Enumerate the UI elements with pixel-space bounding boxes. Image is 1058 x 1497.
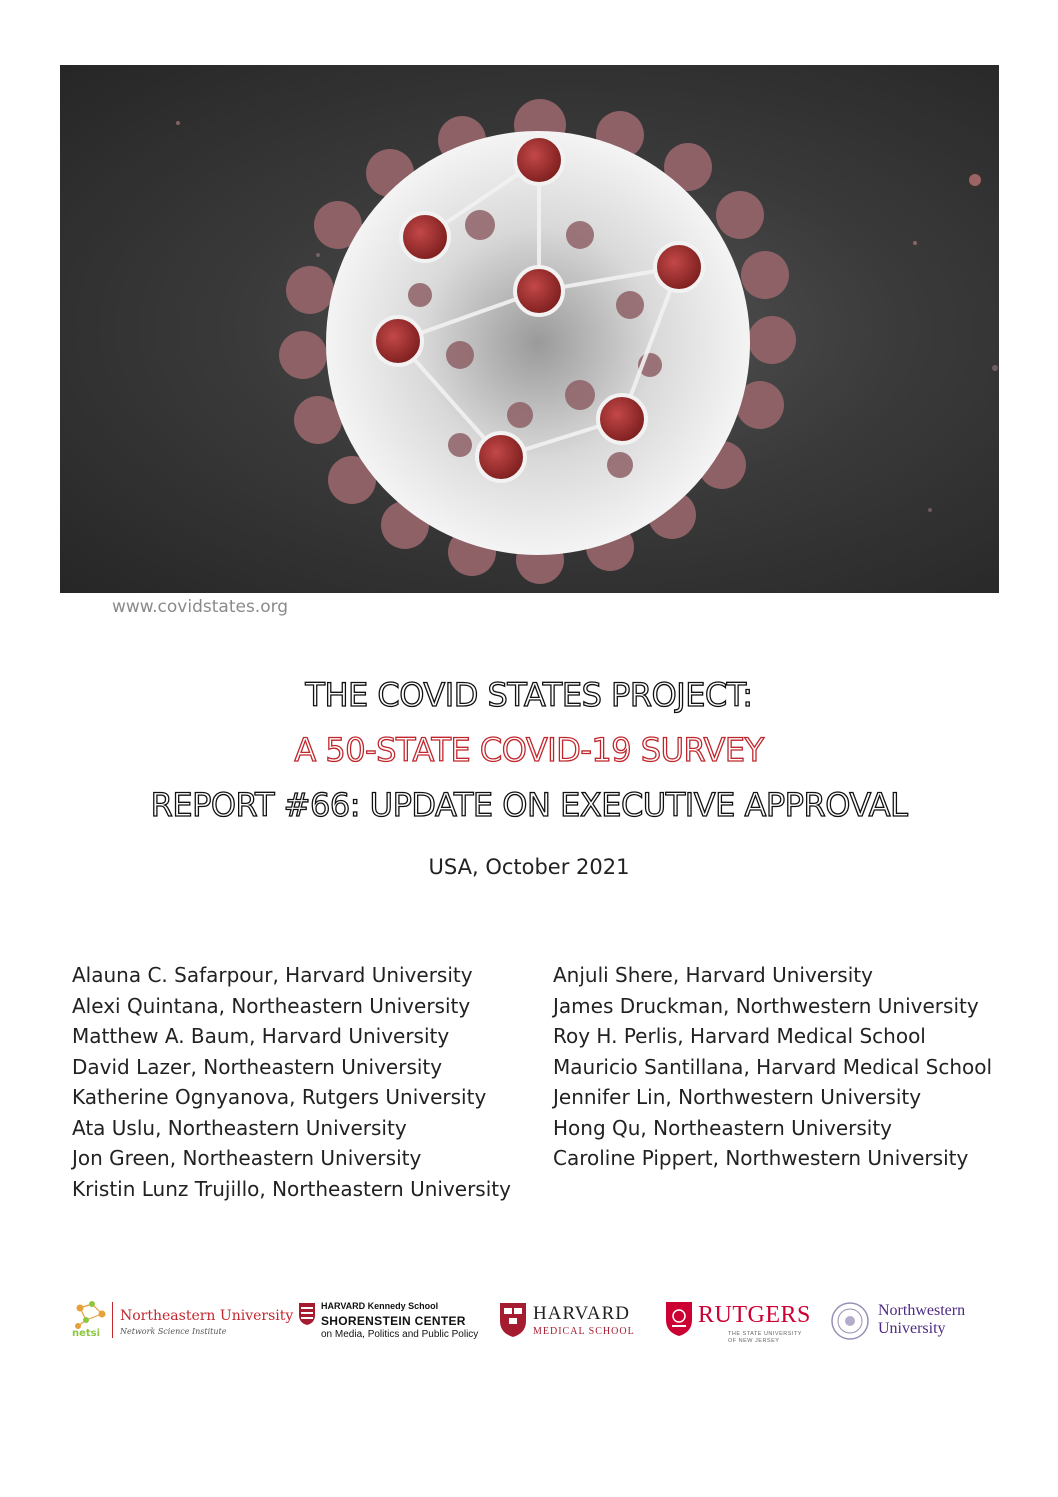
author-item: David Lazer, Northeastern University <box>72 1054 443 1079</box>
shorenstein-logo <box>297 1298 487 1346</box>
author-item: James Druckman, Northwestern University <box>553 993 979 1018</box>
author-item: Katherine Ognyanova, Rutgers University <box>72 1085 487 1109</box>
rutgers-subtitle-1: THE STATE UNIVERSITY <box>728 1331 802 1337</box>
rutgers-name: RUTGERS <box>698 1302 811 1328</box>
northwestern-name-line1: Northwestern <box>878 1302 966 1319</box>
author-item: Alexi Quintana, Northeastern University <box>72 993 471 1018</box>
virus-network-icon <box>60 65 999 593</box>
shorenstein-subtitle: on Media, Politics and Public Policy <box>321 1329 479 1340</box>
authors-right-column <box>553 960 992 1174</box>
partner-logos <box>70 1298 1000 1348</box>
report-title <box>0 668 1058 833</box>
author-item: Roy H. Perlis, Harvard Medical School <box>553 1024 926 1048</box>
title-line-1: THE COVID STATES PROJECT: <box>305 676 753 714</box>
rutgers-logo <box>666 1298 816 1346</box>
hms-subtitle: MEDICAL SCHOOL <box>533 1326 635 1337</box>
shorenstein-name: SHORENSTEIN CENTER <box>321 1314 466 1328</box>
hero-image <box>60 65 999 593</box>
netsi-badge: netsi <box>72 1328 101 1339</box>
author-item: Hong Qu, Northeastern University <box>553 1115 892 1140</box>
harvard-shield-icon <box>500 1303 526 1337</box>
hks-label: HARVARD Kennedy School <box>321 1301 439 1311</box>
northeastern-name: Northeastern University <box>120 1308 294 1324</box>
author-item: Kristin Lunz Trujillo, Northeastern University <box>72 1176 511 1201</box>
author-item: Alauna C. Safarpour, Harvard University <box>72 963 473 987</box>
site-url[interactable]: www.covidstates.org <box>112 597 289 617</box>
rutgers-subtitle-2: OF NEW JERSEY <box>728 1338 780 1344</box>
logo-divider <box>112 1302 113 1338</box>
title-line-3: REPORT #66: UPDATE ON EXECUTIVE APPROVAL <box>150 786 908 824</box>
author-item: Jon Green, Northeastern University <box>72 1146 422 1170</box>
northwestern-logo <box>830 1298 1000 1346</box>
dateline: USA, October 2021 <box>428 855 630 879</box>
authors-left-column <box>72 960 511 1204</box>
northwestern-seal-icon <box>830 1301 870 1341</box>
title-line-2: A 50-STATE COVID-19 SURVEY <box>294 731 764 769</box>
author-item: Mauricio Santillana, Harvard Medical School <box>553 1054 993 1079</box>
northeastern-subtitle: Network Science Institute <box>120 1327 227 1336</box>
author-item: Matthew A. Baum, Harvard University <box>72 1024 450 1048</box>
hms-name: HARVARD <box>533 1303 630 1324</box>
rutgers-shield-icon <box>666 1302 692 1336</box>
northwestern-name-line2: University <box>878 1320 946 1337</box>
author-item: Jennifer Lin, Northwestern University <box>553 1085 922 1109</box>
author-item: Caroline Pippert, Northwestern University <box>553 1146 969 1170</box>
northeastern-logo <box>70 1298 294 1346</box>
hms-logo <box>500 1298 640 1346</box>
author-item: Anjuli Shere, Harvard University <box>553 963 873 987</box>
hks-shield-icon <box>299 1303 315 1325</box>
author-item: Ata Uslu, Northeastern University <box>72 1115 407 1140</box>
